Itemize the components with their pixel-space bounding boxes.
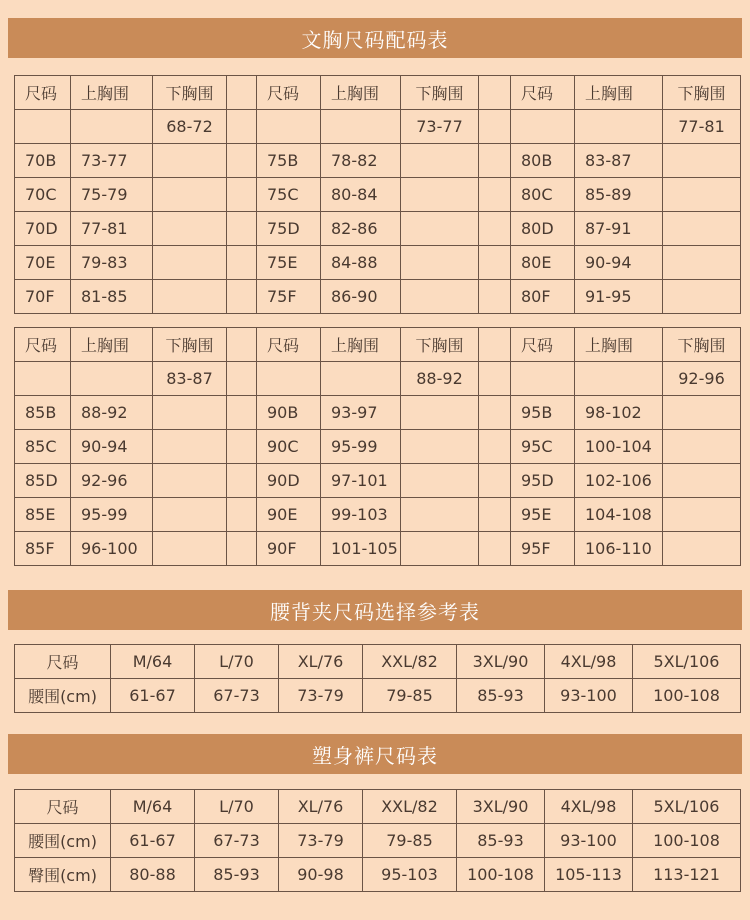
empty-cell	[663, 498, 741, 532]
empty-cell	[153, 178, 227, 212]
empty-cell	[153, 396, 227, 430]
bra-table-2-body	[15, 328, 741, 566]
value-cell: 85-93	[457, 679, 545, 713]
bra-size-table-2	[14, 327, 741, 566]
header-bust-cell: 上胸围	[321, 328, 401, 362]
value-cell: 93-100	[545, 824, 633, 858]
bra-size-row	[15, 430, 741, 464]
value-cell: 67-73	[195, 824, 279, 858]
empty-cell	[321, 110, 401, 144]
header-underbust-cell: 下胸围	[401, 76, 479, 110]
spacer-cell	[479, 464, 511, 498]
underbust-value-cell: 68-72	[153, 110, 227, 144]
bra-size-row	[15, 178, 741, 212]
empty-cell	[511, 362, 575, 396]
underbust-value-cell: 83-87	[153, 362, 227, 396]
value-cell: 73-79	[279, 679, 363, 713]
size-cell: 70C	[15, 178, 71, 212]
empty-cell	[153, 532, 227, 566]
bust-range-cell: 88-92	[71, 396, 153, 430]
bust-range-cell: 102-106	[575, 464, 663, 498]
bust-range-cell: 91-95	[575, 280, 663, 314]
bra-header-row	[15, 76, 741, 110]
spacer-cell	[479, 246, 511, 280]
bust-range-cell: 95-99	[321, 430, 401, 464]
header-cell: 4XL/98	[545, 790, 633, 824]
value-cell: 113-121	[633, 858, 741, 892]
value-cell: 67-73	[195, 679, 279, 713]
header-underbust-cell: 下胸围	[401, 328, 479, 362]
header-bust-cell: 上胸围	[575, 76, 663, 110]
value-cell: 100-108	[457, 858, 545, 892]
spacer-cell	[479, 76, 511, 110]
header-underbust-cell: 下胸围	[153, 76, 227, 110]
header-cell: L/70	[195, 790, 279, 824]
empty-cell	[663, 532, 741, 566]
spacer-cell	[479, 532, 511, 566]
bust-range-cell: 98-102	[575, 396, 663, 430]
shapewear-size-title: 塑身裤尺码表	[8, 734, 742, 774]
row-label-cell: 臀围(cm)	[15, 858, 111, 892]
underbust-value-cell: 92-96	[663, 362, 741, 396]
bra-size-row	[15, 280, 741, 314]
bust-range-cell: 90-94	[575, 246, 663, 280]
header-size-cell: 尺码	[15, 328, 71, 362]
size-cell: 95F	[511, 532, 575, 566]
empty-cell	[257, 362, 321, 396]
header-cell: 3XL/90	[457, 645, 545, 679]
bust-range-cell: 100-104	[575, 430, 663, 464]
bust-range-cell: 78-82	[321, 144, 401, 178]
empty-cell	[575, 362, 663, 396]
empty-cell	[71, 362, 153, 396]
header-cell: L/70	[195, 645, 279, 679]
value-cell: 80-88	[111, 858, 195, 892]
size-cell: 95B	[511, 396, 575, 430]
shapewear-table-body	[15, 790, 741, 892]
bra-underbust-row	[15, 110, 741, 144]
size-cell: 90B	[257, 396, 321, 430]
value-cell: 85-93	[195, 858, 279, 892]
header-row	[15, 790, 741, 824]
header-cell: XXL/82	[363, 790, 457, 824]
value-cell: 61-67	[111, 679, 195, 713]
measurement-row	[15, 858, 741, 892]
empty-cell	[663, 178, 741, 212]
empty-cell	[663, 430, 741, 464]
spacer-cell	[479, 498, 511, 532]
empty-cell	[663, 246, 741, 280]
size-cell: 80F	[511, 280, 575, 314]
bust-range-cell: 92-96	[71, 464, 153, 498]
empty-cell	[257, 110, 321, 144]
bra-size-row	[15, 212, 741, 246]
empty-cell	[71, 110, 153, 144]
size-cell: 70B	[15, 144, 71, 178]
header-underbust-cell: 下胸围	[663, 328, 741, 362]
spacer-cell	[227, 178, 257, 212]
empty-cell	[663, 396, 741, 430]
row-label-cell: 腰围(cm)	[15, 679, 111, 713]
empty-cell	[401, 280, 479, 314]
value-cell: 79-85	[363, 824, 457, 858]
header-size-cell: 尺码	[257, 76, 321, 110]
header-bust-cell: 上胸围	[575, 328, 663, 362]
measurement-row	[15, 679, 741, 713]
empty-cell	[401, 464, 479, 498]
measurement-row	[15, 824, 741, 858]
header-size-cell: 尺码	[511, 328, 575, 362]
value-cell: 95-103	[363, 858, 457, 892]
empty-cell	[663, 280, 741, 314]
empty-cell	[511, 110, 575, 144]
empty-cell	[575, 110, 663, 144]
underbust-value-cell: 73-77	[401, 110, 479, 144]
value-cell: 73-79	[279, 824, 363, 858]
corset-size-title: 腰背夹尺码选择参考表	[8, 590, 742, 630]
size-cell: 75F	[257, 280, 321, 314]
header-size-cell: 尺码	[15, 76, 71, 110]
header-cell: 4XL/98	[545, 645, 633, 679]
spacer-cell	[227, 328, 257, 362]
bra-size-table-1	[14, 75, 741, 314]
bust-range-cell: 99-103	[321, 498, 401, 532]
bust-range-cell: 77-81	[71, 212, 153, 246]
bust-range-cell: 81-85	[71, 280, 153, 314]
size-cell: 85F	[15, 532, 71, 566]
size-cell: 90D	[257, 464, 321, 498]
empty-cell	[401, 532, 479, 566]
spacer-cell	[227, 362, 257, 396]
spacer-cell	[479, 396, 511, 430]
size-cell: 85D	[15, 464, 71, 498]
header-cell: 5XL/106	[633, 645, 741, 679]
bust-range-cell: 90-94	[71, 430, 153, 464]
empty-cell	[401, 144, 479, 178]
spacer-cell	[227, 212, 257, 246]
spacer-cell	[479, 362, 511, 396]
size-cell: 70F	[15, 280, 71, 314]
bust-range-cell: 97-101	[321, 464, 401, 498]
bust-range-cell: 79-83	[71, 246, 153, 280]
header-cell: 尺码	[15, 645, 111, 679]
spacer-cell	[227, 280, 257, 314]
spacer-cell	[479, 212, 511, 246]
bra-size-row	[15, 396, 741, 430]
empty-cell	[663, 464, 741, 498]
underbust-value-cell: 88-92	[401, 362, 479, 396]
bust-range-cell: 101-105	[321, 532, 401, 566]
header-cell: M/64	[111, 645, 195, 679]
header-row	[15, 645, 741, 679]
size-cell: 70D	[15, 212, 71, 246]
bra-size-row	[15, 246, 741, 280]
header-bust-cell: 上胸围	[321, 76, 401, 110]
spacer-cell	[479, 110, 511, 144]
bust-range-cell: 84-88	[321, 246, 401, 280]
empty-cell	[153, 430, 227, 464]
empty-cell	[15, 110, 71, 144]
bra-size-title: 文胸尺码配码表	[8, 18, 742, 58]
bust-range-cell: 95-99	[71, 498, 153, 532]
size-cell: 85C	[15, 430, 71, 464]
bra-header-row	[15, 328, 741, 362]
header-cell: XL/76	[279, 645, 363, 679]
bra-size-row	[15, 464, 741, 498]
spacer-cell	[479, 178, 511, 212]
empty-cell	[401, 212, 479, 246]
spacer-cell	[479, 430, 511, 464]
empty-cell	[663, 212, 741, 246]
size-cell: 80B	[511, 144, 575, 178]
header-underbust-cell: 下胸围	[153, 328, 227, 362]
spacer-cell	[227, 396, 257, 430]
empty-cell	[153, 246, 227, 280]
size-cell: 95E	[511, 498, 575, 532]
bust-range-cell: 87-91	[575, 212, 663, 246]
value-cell: 61-67	[111, 824, 195, 858]
bust-range-cell: 83-87	[575, 144, 663, 178]
value-cell: 100-108	[633, 679, 741, 713]
size-cell: 95D	[511, 464, 575, 498]
bust-range-cell: 93-97	[321, 396, 401, 430]
bust-range-cell: 73-77	[71, 144, 153, 178]
header-underbust-cell: 下胸围	[663, 76, 741, 110]
size-cell: 75D	[257, 212, 321, 246]
spacer-cell	[227, 430, 257, 464]
empty-cell	[153, 464, 227, 498]
corset-table-body	[15, 645, 741, 713]
bra-size-row	[15, 144, 741, 178]
spacer-cell	[479, 144, 511, 178]
spacer-cell	[479, 328, 511, 362]
bra-table-1-body	[15, 76, 741, 314]
spacer-cell	[479, 280, 511, 314]
size-cell: 85B	[15, 396, 71, 430]
header-bust-cell: 上胸围	[71, 76, 153, 110]
empty-cell	[153, 144, 227, 178]
bust-range-cell: 86-90	[321, 280, 401, 314]
value-cell: 85-93	[457, 824, 545, 858]
empty-cell	[401, 396, 479, 430]
size-cell: 75C	[257, 178, 321, 212]
spacer-cell	[227, 110, 257, 144]
empty-cell	[15, 362, 71, 396]
header-cell: 3XL/90	[457, 790, 545, 824]
size-cell: 80C	[511, 178, 575, 212]
underbust-value-cell: 77-81	[663, 110, 741, 144]
size-cell: 90F	[257, 532, 321, 566]
size-cell: 80E	[511, 246, 575, 280]
empty-cell	[401, 498, 479, 532]
empty-cell	[401, 430, 479, 464]
empty-cell	[321, 362, 401, 396]
spacer-cell	[227, 246, 257, 280]
empty-cell	[401, 178, 479, 212]
shapewear-size-table	[14, 789, 741, 892]
spacer-cell	[227, 76, 257, 110]
size-cell: 75B	[257, 144, 321, 178]
size-cell: 85E	[15, 498, 71, 532]
empty-cell	[663, 144, 741, 178]
size-cell: 80D	[511, 212, 575, 246]
empty-cell	[153, 498, 227, 532]
spacer-cell	[227, 532, 257, 566]
header-cell: XL/76	[279, 790, 363, 824]
spacer-cell	[227, 498, 257, 532]
header-bust-cell: 上胸围	[71, 328, 153, 362]
header-cell: XXL/82	[363, 645, 457, 679]
value-cell: 90-98	[279, 858, 363, 892]
size-cell: 95C	[511, 430, 575, 464]
bust-range-cell: 85-89	[575, 178, 663, 212]
size-cell: 70E	[15, 246, 71, 280]
bust-range-cell: 75-79	[71, 178, 153, 212]
header-cell: 尺码	[15, 790, 111, 824]
value-cell: 105-113	[545, 858, 633, 892]
header-cell: M/64	[111, 790, 195, 824]
spacer-cell	[227, 464, 257, 498]
value-cell: 79-85	[363, 679, 457, 713]
value-cell: 100-108	[633, 824, 741, 858]
bust-range-cell: 80-84	[321, 178, 401, 212]
header-cell: 5XL/106	[633, 790, 741, 824]
bust-range-cell: 82-86	[321, 212, 401, 246]
bust-range-cell: 106-110	[575, 532, 663, 566]
bra-size-row	[15, 532, 741, 566]
bust-range-cell: 96-100	[71, 532, 153, 566]
row-label-cell: 腰围(cm)	[15, 824, 111, 858]
header-size-cell: 尺码	[511, 76, 575, 110]
bust-range-cell: 104-108	[575, 498, 663, 532]
empty-cell	[153, 212, 227, 246]
bra-underbust-row	[15, 362, 741, 396]
empty-cell	[401, 246, 479, 280]
size-cell: 75E	[257, 246, 321, 280]
value-cell: 93-100	[545, 679, 633, 713]
header-size-cell: 尺码	[257, 328, 321, 362]
size-cell: 90C	[257, 430, 321, 464]
spacer-cell	[227, 144, 257, 178]
empty-cell	[153, 280, 227, 314]
corset-size-table	[14, 644, 741, 713]
size-cell: 90E	[257, 498, 321, 532]
bra-size-row	[15, 498, 741, 532]
